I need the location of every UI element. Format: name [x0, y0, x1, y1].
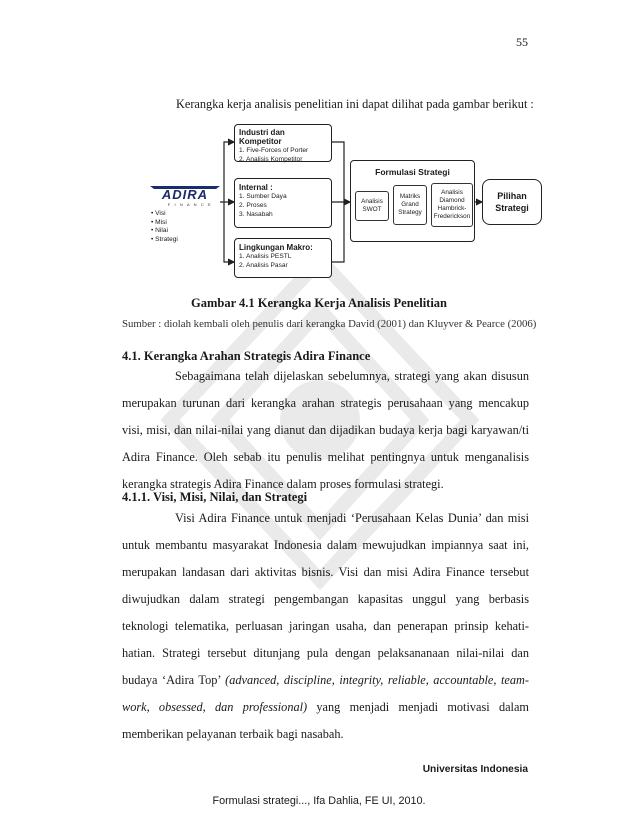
section-4-1-1-paragraph [122, 505, 529, 748]
paragraph-line [122, 667, 529, 694]
page-footer: Formulasi strategi..., Ifa Dahlia, FE UI, 2010. [212, 795, 426, 807]
page-number: 55 [516, 35, 528, 49]
paragraph-line [122, 694, 529, 721]
italic-values-text: (advanced, discipline, integrity, reliable, accountable, team- [225, 673, 529, 687]
line-text: budaya ‘Adira Top’ [122, 673, 226, 687]
makro-title: Lingkungan Makro: [239, 243, 313, 252]
italic-values-text: work, obsessed, dan professional) [122, 700, 308, 714]
paragraph-line: hatian. Strategi tersebut ditunjang pula dengan pelaksananaan nilai-nilai dan [122, 646, 529, 660]
framework-diagram [138, 124, 542, 280]
internal-item: 1. Sumber Daya [239, 193, 287, 200]
section-4-1-paragraph [122, 363, 529, 498]
paragraph-line: Visi Adira Finance untuk menjadi ‘Perusahaan Kelas Dunia’ dan misi [175, 511, 529, 525]
internal-box [234, 178, 332, 228]
bullet-item: • Visi [151, 210, 166, 217]
paragraph-line: memberikan pelayanan terbaik bagi nasabah. [122, 727, 344, 741]
line-text: yang menjadi menjadi motivasi dalam [307, 700, 529, 714]
analisis-swot-box: Analisis SWOT [355, 191, 389, 221]
figure-source: Sumber : diolah kembali oleh penulis dari kerangka David (2001) dan Kluyver & Pearce (2006) [122, 318, 537, 330]
pilihan-label: Pilihan Strategi [495, 191, 529, 213]
svg-text:ADIRA: ADIRA [161, 187, 209, 202]
industri-item: 1. Five-Forces of Porter [239, 147, 309, 154]
svg-text:F I N A N C E: F I N A N C E [167, 202, 213, 207]
internal-item: 2. Proses [239, 202, 267, 209]
formulasi-strategi-box [350, 160, 475, 242]
paragraph-line: diwujudkan dalam strategi pengembangan kapasitas unggul yang berbasis [122, 592, 529, 606]
university-label: Universitas Indonesia [422, 764, 528, 775]
paragraph-line: Sebagaimana telah dijelaskan sebelumnya, strategi yang akan disusun [175, 369, 529, 383]
formulasi-title: Formulasi Strategi [375, 167, 450, 177]
bullet-item: • Strategi [151, 235, 178, 243]
paragraph-line: merupakan landasan dari aktivitas bisnis. Visi dan misi Adira Finance tersebut [122, 565, 529, 579]
industri-item: 2. Analisis Kompetitor [239, 156, 303, 163]
analisis-diamond-box: Analisis Diamond Hambrick-Frederickson [431, 183, 473, 227]
adira-bullet-list [151, 210, 178, 244]
makro-item: 1. Analisis PESTL [239, 253, 292, 260]
section-heading-4-1-1: 4.1.1. Visi, Misi, Nilai, dan Strategi [122, 490, 308, 504]
industri-title: Industri dan Kompetitor [239, 128, 285, 146]
paragraph-line: kerangka strategis Adira Finance dalam proses formulasi strategi. [122, 477, 444, 491]
bullet-item: • Misi [151, 218, 167, 226]
lingkungan-makro-box [234, 238, 332, 278]
paragraph-line: Adira Finance. Oleh sebab itu penulis melihat pentingnya untuk menganalisis [122, 450, 529, 464]
bullet-item: • Nilai [151, 227, 168, 234]
matriks-grand-strategy-box: Matriks Grand Strategy [393, 185, 427, 225]
paragraph-line: visi, misi, dan nilai-nilai yang dianut dan dijadikan budaya kerja bagi karyawan/ti [122, 423, 529, 437]
makro-item: 2. Analisis Pasar [239, 262, 288, 269]
industri-kompetitor-box [234, 124, 332, 162]
adira-finance-logo [146, 182, 224, 208]
internal-item: 3. Nasabah [239, 211, 273, 218]
pilihan-strategi-box [482, 179, 542, 225]
figure-caption: Gambar 4.1 Kerangka Kerja Analisis Penelitian [190, 296, 448, 310]
paragraph-line: untuk membantu masyarakat Indonesia dalam mewujudkan impiannya saat ini, [122, 538, 529, 552]
paragraph-line: teknologi telematika, perluasan jaringan usaha, dan penerapan prinsip kehati- [122, 619, 529, 633]
paragraph-line: merupakan turunan dari kerangka arahan strategis perusahaan yang mencakup [122, 396, 529, 410]
section-heading-4-1: 4.1. Kerangka Arahan Strategis Adira Finance [122, 349, 371, 363]
intro-sentence: Kerangka kerja analisis penelitian ini dapat dilihat pada gambar berikut : [176, 97, 534, 111]
internal-title: Internal : [239, 183, 273, 192]
